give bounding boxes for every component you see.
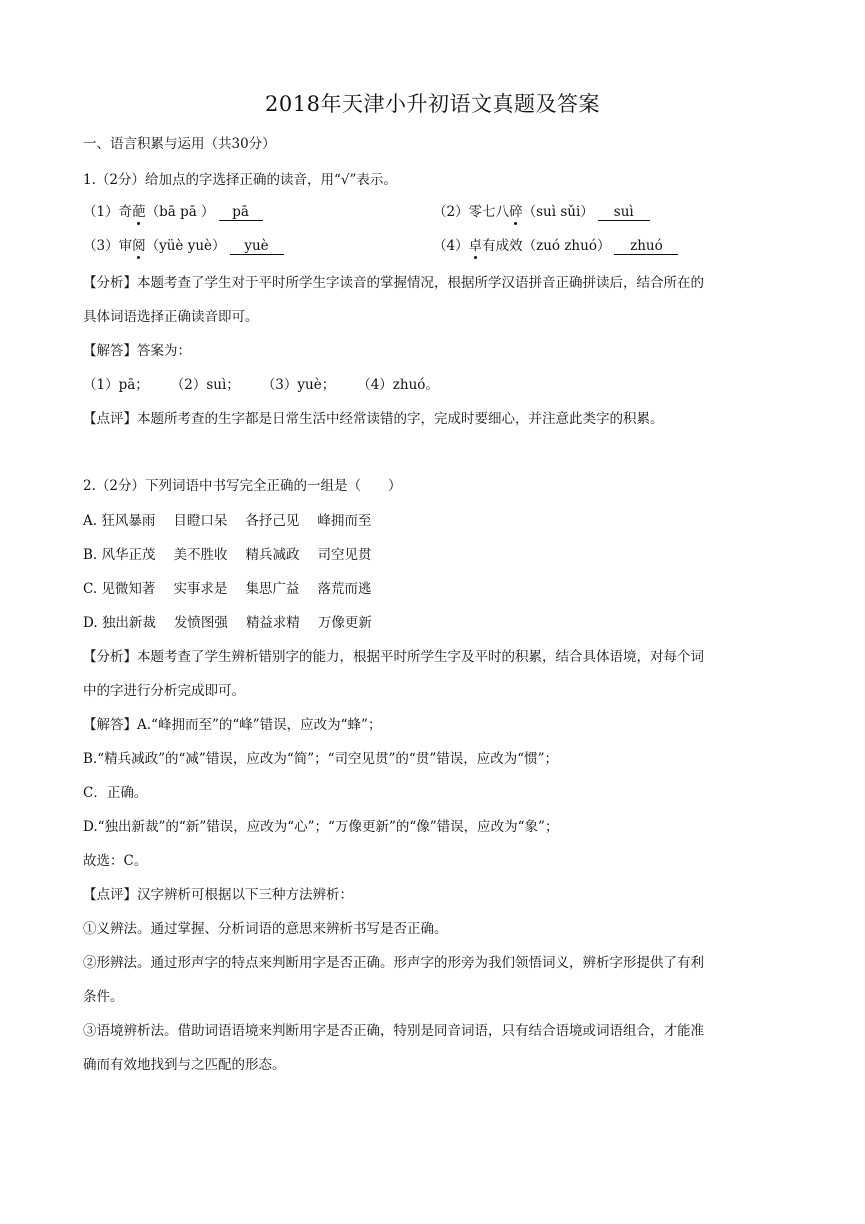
q2-analysis: 【分析】本题考查了学生辨析错别字的能力，根据平时所学生字及平时的积累，结合具体语境，对每个词 [83, 649, 704, 665]
q1-item-2: （2）零七八碎（suì sǔi） suì [433, 202, 650, 222]
dotted-char: 碎 [509, 204, 523, 220]
question-1-row-1 [83, 202, 634, 222]
q1-analysis-cont: 具体词语选择正确读音即可。 [83, 309, 259, 325]
q2-option-c: C. 见微知著 实事求是 集思广益 落荒而逃 [83, 581, 372, 597]
q2-method-2-cont: 条件。 [83, 989, 124, 1005]
q1-item-3: （3）审阅（yüè yuè） yuè [83, 238, 284, 254]
dotted-char: 卓 [468, 238, 483, 254]
q1-item-1: （1）奇葩（bā pā ） pā [83, 204, 263, 220]
q2-solution-d: D.“独出新裁”的“新”错误，应改为“心”；“万像更新”的“像”错误，应改为“象”； [83, 819, 559, 835]
question-2-stem: 2.（2分）下列词语中书写完全正确的一组是（ ） [83, 478, 402, 494]
answer-blank: zhuó [614, 238, 678, 255]
q2-option-a: A. 狂风暴雨 目瞪口呆 各抒己见 峰拥而至 [83, 513, 372, 529]
q2-solution-b: B.“精兵减政”的“减”错误，应改为“简”；“司空见贯”的“贯”错误，应改为“惯”； [83, 751, 559, 767]
q1-solution: （1）pā； （2）suì； （3）yuè； （4）zhuó。 [83, 377, 439, 393]
dotted-char: 阅 [132, 238, 146, 254]
q2-option-d: D. 独出新裁 发愤图强 精益求精 万像更新 [83, 615, 372, 631]
q2-method-2: ②形辨法。通过形声字的特点来判断用字是否正确。形声字的形旁为我们领悟词义，辨析字形提供了有利 [83, 955, 704, 971]
q1-solution-label: 【解答】答案为： [83, 343, 191, 359]
section-heading: 一、语言积累与运用（共30分） [83, 136, 276, 152]
q2-option-b: B. 风华正茂 美不胜收 精兵减政 司空见贯 [83, 547, 372, 563]
q1-item-4: （4）卓有成效（zuó zhuó） zhuó [433, 236, 678, 256]
q2-comment: 【点评】汉字辨析可根据以下三种方法辨析： [83, 887, 353, 903]
q2-method-3-cont: 确而有效地找到与之匹配的形态。 [83, 1057, 286, 1073]
answer-blank: suì [598, 204, 650, 221]
answer-blank: pā [219, 204, 263, 221]
q1-analysis: 【分析】本题考查了学生对于平时所学生字读音的掌握情况，根据所学汉语拼音正确拼读后，结合所在的 [83, 275, 704, 291]
answer-blank: yuè [230, 238, 284, 255]
q2-method-1: ①义辨法。通过掌握、分析词语的意思来辨析书写是否正确。 [83, 921, 448, 937]
q2-solution-c: C．正确。 [83, 785, 148, 801]
q2-solution-a: 【解答】A.“峰拥而至”的“峰”错误，应改为“蜂”； [83, 717, 382, 733]
q2-choice: 故选：C。 [83, 853, 148, 869]
q2-analysis-cont: 中的字进行分析完成即可。 [83, 683, 245, 699]
q2-method-3: ③语境辨析法。借助词语语境来判断用字是否正确，特别是同音词语，只有结合语境或词语组合，才能准 [83, 1023, 704, 1039]
q1-comment: 【点评】本题所考查的生字都是日常生活中经常读错的字，完成时要细心，并注意此类字的积累。 [83, 411, 664, 427]
page-title: 2018年天津小升初语文真题及答案 [265, 92, 600, 116]
question-1-row-2 [83, 236, 663, 256]
dotted-char: 葩 [132, 204, 146, 220]
question-1-stem: 1.（2分）给加点的字选择正确的读音，用“√”表示。 [83, 172, 397, 188]
